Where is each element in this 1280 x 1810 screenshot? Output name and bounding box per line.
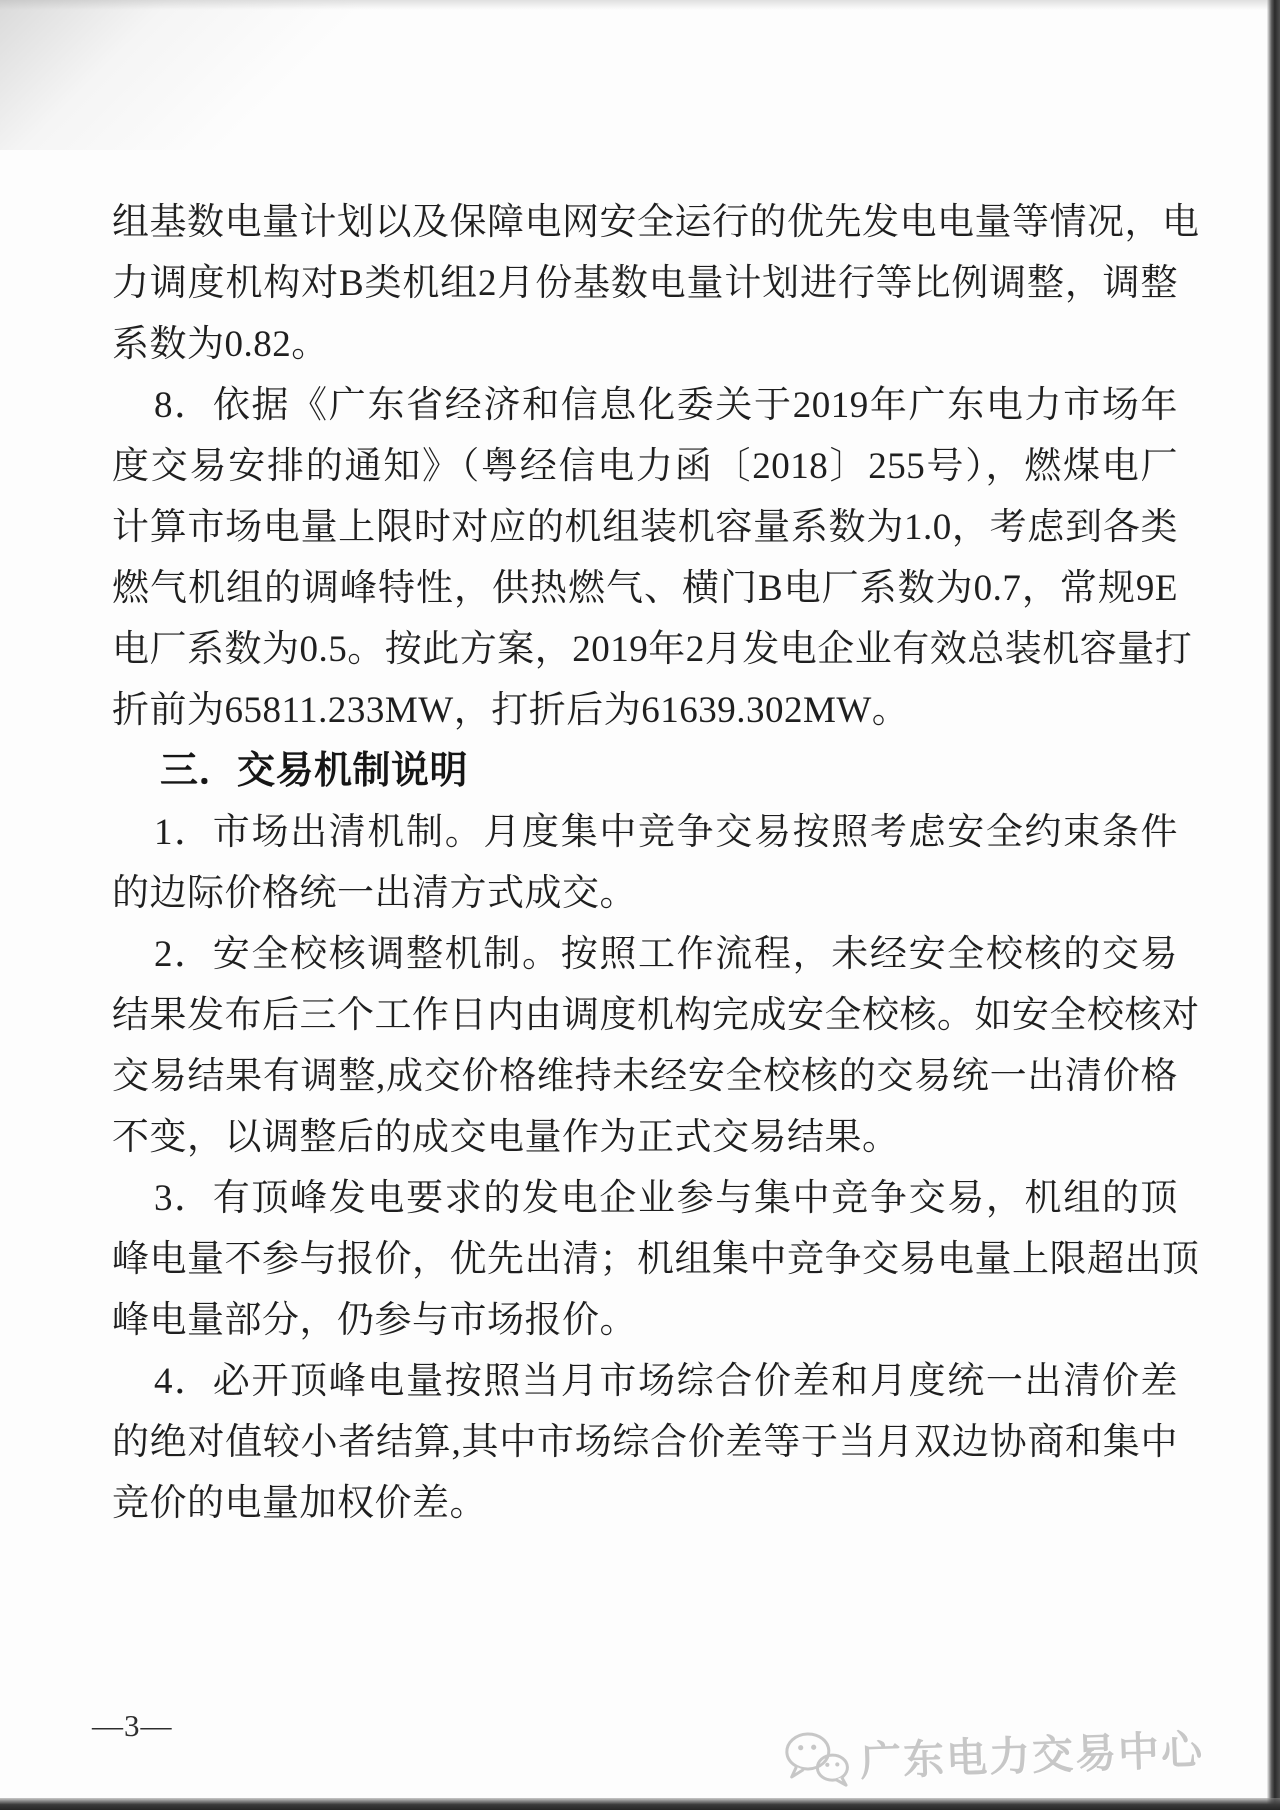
text-line: 燃气机组的调峰特性，供热燃气、横门B电厂系数为0.7，常规9E [112, 568, 1178, 609]
scan-corner-shadow [0, 0, 420, 150]
text-line: 竞价的电量加权价差。 [112, 1483, 487, 1524]
scan-top-shadow [0, 0, 1280, 10]
paragraph-item-4 [112, 1351, 1178, 1534]
text-line: 组基数电量计划以及保障电网安全运行的优先发电电量等情况，电 [112, 202, 1200, 243]
text-line: 1．市场出清机制。月度集中竞争交易按照考虑安全约束条件 [154, 812, 1178, 853]
text-line: 计算市场电量上限时对应的机组装机容量系数为1.0，考虑到各类 [112, 507, 1178, 548]
wechat-icon [781, 1727, 853, 1791]
scan-edge-bottom [0, 1798, 1280, 1810]
document-body [112, 192, 1200, 1534]
text-line: 折前为65811.233MW，打折后为61639.302MW。 [112, 690, 910, 731]
paragraph-item-1 [112, 802, 1178, 924]
text-line: 的边际价格统一出清方式成交。 [112, 873, 637, 914]
section-heading-text: 三．交易机制说明 [160, 750, 469, 792]
text-line: 4．必开顶峰电量按照当月市场综合价差和月度统一出清价差 [154, 1361, 1178, 1402]
scan-edge-right [1267, 0, 1280, 1810]
paragraph-item-2 [112, 924, 1200, 1168]
text-line: 的绝对值较小者结算,其中市场综合价差等于当月双边协商和集中 [112, 1422, 1178, 1463]
text-line: 3．有顶峰发电要求的发电企业参与集中竞争交易，机组的顶 [154, 1178, 1178, 1219]
text-line: 2．安全校核调整机制。按照工作流程，未经安全校核的交易 [154, 934, 1178, 975]
text-line: 8．依据《广东省经济和信息化委关于2019年广东电力市场年 [154, 385, 1178, 426]
text-line: 电厂系数为0.5。按此方案，2019年2月发电企业有效总装机容量打 [112, 629, 1193, 670]
text-line: 峰电量部分，仍参与市场报价。 [112, 1300, 637, 1341]
watermark-text: 广东电力交易中心 [859, 1726, 1205, 1785]
text-line: 系数为0.82。 [112, 324, 329, 365]
page-number: —3— [92, 1708, 173, 1743]
paragraph-item-3 [112, 1168, 1200, 1351]
text-line: 交易结果有调整,成交价格维持未经安全校核的交易统一出清价格 [112, 1056, 1178, 1097]
section-heading [112, 741, 1178, 802]
watermark [781, 1715, 1205, 1792]
text-line: 结果发布后三个工作日内由调度机构完成安全校核。如安全校核对 [112, 995, 1200, 1036]
text-line: 不变，以调整后的成交电量作为正式交易结果。 [112, 1117, 900, 1158]
text-line: 度交易安排的通知》（粤经信电力函〔2018〕255号），燃煤电厂 [112, 446, 1178, 487]
text-line: 峰电量不参与报价，优先出清；机组集中竞争交易电量上限超出顶 [112, 1239, 1200, 1280]
text-line: 力调度机构对B类机组2月份基数电量计划进行等比例调整，调整 [112, 263, 1178, 304]
paragraph-item-8 [112, 375, 1193, 741]
paragraph-continuation [112, 192, 1200, 375]
